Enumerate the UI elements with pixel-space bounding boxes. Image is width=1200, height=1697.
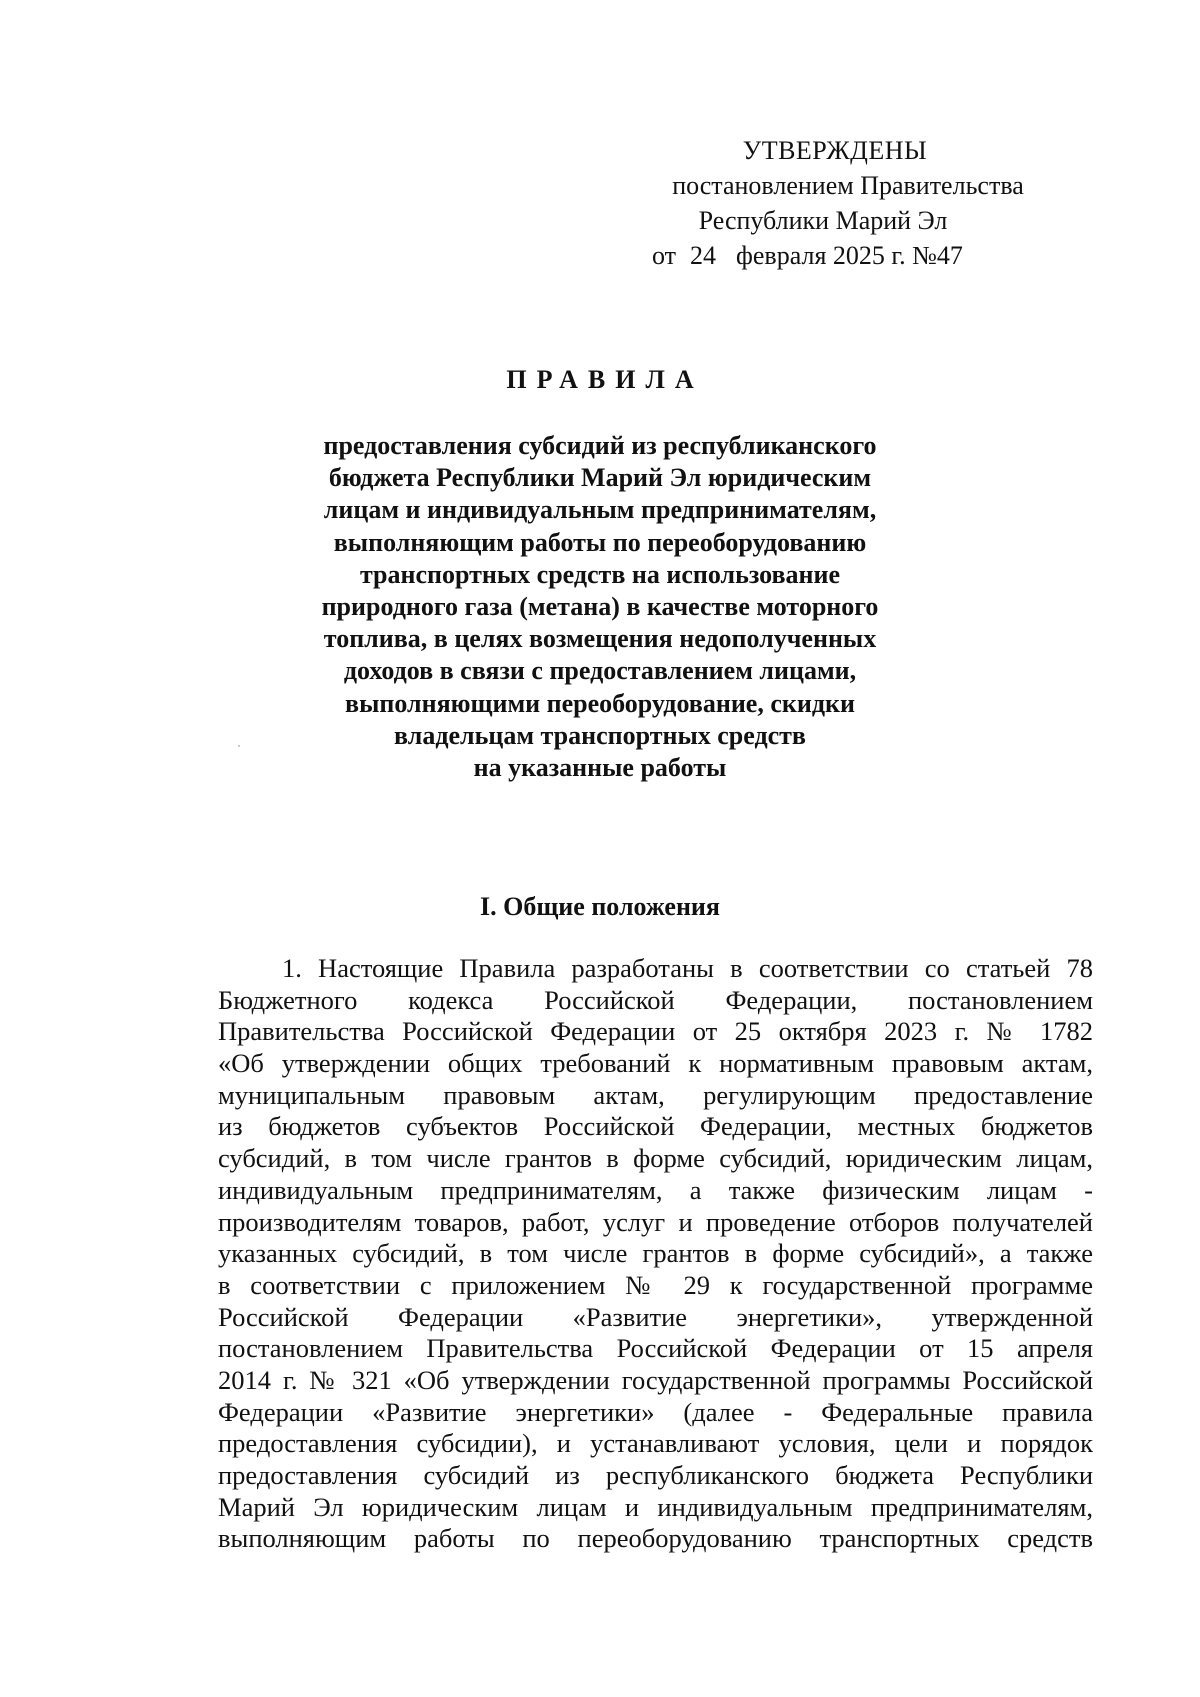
- subtitle-line: предоставления субсидий из республиканского: [323, 431, 877, 460]
- approval-date-prefix: от: [652, 241, 677, 270]
- approval-republic: Республики Марий Эл: [698, 206, 948, 235]
- subtitle-line: доходов в связи с предоставлением лицами,: [343, 656, 857, 686]
- paragraph-line: из бюджетов субъектов Российской Федерации, местных бюджетов: [218, 1111, 1093, 1142]
- paragraph-line: муниципальным правовым актам, регулирующим предоставление: [218, 1079, 1093, 1110]
- paragraph-line: «Об утверждении общих требований к нормативным правовым актам,: [218, 1048, 1093, 1079]
- section-heading: I. Общие положения: [480, 892, 720, 921]
- subtitle-line: топлива, в целях возмещения недополученных: [323, 624, 877, 654]
- approval-date-day: 24: [690, 241, 717, 270]
- scan-speck: [238, 745, 240, 747]
- subtitle-line: выполняющим работы по переоборудованию: [333, 527, 867, 557]
- paragraph-line: в соответствии с приложением № 29 к государственной программе: [218, 1269, 1093, 1300]
- paragraph-line: предоставления субсидий из республиканского бюджета Республики: [218, 1460, 1093, 1490]
- paragraph-line: 2014 г. № 321 «Об утверждении государственной программы Российской: [218, 1364, 1093, 1395]
- paragraph-line: производителям товаров, работ, услуг и проведение отборов получателей: [218, 1206, 1093, 1237]
- subtitle-line: транспортных средств на использование: [359, 559, 841, 589]
- paragraph-line: Российской Федерации «Развитие энергетики», утвержденной: [218, 1301, 1093, 1332]
- approval-authority: постановлением Правительства: [672, 171, 1024, 200]
- paragraph-line: субсидий, в том числе грантов в форме субсидий, юридическим лицам,: [218, 1143, 1093, 1174]
- paragraph-1: [218, 953, 1093, 1555]
- approval-block: [640, 133, 1070, 273]
- paragraph-line: указанных субсидий, в том числе грантов в форме субсидий», а также: [218, 1238, 1093, 1269]
- subtitle-line: на указанные работы: [473, 753, 727, 783]
- approval-stamp: УТВЕРЖДЕНЫ: [742, 136, 928, 165]
- approval-date-rest: февраля 2025 г. №47: [736, 241, 963, 270]
- paragraph-line: 1. Настоящие Правила разработаны в соответствии со статьей 78: [282, 953, 1093, 983]
- paragraph-line: Правительства Российской Федерации от 25 октября 2023 г. № 1782: [218, 1016, 1093, 1047]
- paragraph-line: индивидуальным предпринимателям, а также физическим лицам -: [218, 1174, 1093, 1205]
- paragraph-line: предоставления субсидии), и устанавливают условия, цели и порядок: [218, 1428, 1093, 1459]
- paragraph-line: постановлением Правительства Российской Федерации от 15 апреля: [218, 1333, 1093, 1364]
- document-title: ПРАВИЛА: [506, 365, 704, 394]
- subtitle-line: владельцам транспортных средств: [394, 720, 806, 750]
- subtitle-line: лицам и индивидуальным предпринимателям,: [323, 495, 877, 525]
- subtitle-line: выполняющими переоборудование, скидки: [345, 688, 855, 718]
- subtitle-line: бюджета Республики Марий Эл юридическим: [328, 463, 872, 493]
- paragraph-line: Федерации «Развитие энергетики» (далее - Федеральные правила: [218, 1396, 1093, 1427]
- paragraph-line: выполняющим работы по переоборудованию транспортных средств: [218, 1523, 1093, 1554]
- document-subtitle: [300, 430, 900, 784]
- paragraph-line: Бюджетного кодекса Российской Федерации, постановлением: [218, 984, 1093, 1015]
- approval-date: [640, 238, 1070, 273]
- subtitle-line: природного газа (метана) в качестве моторного: [321, 592, 879, 622]
- paragraph-line: Марий Эл юридическим лицам и индивидуальным предпринимателям,: [218, 1491, 1093, 1522]
